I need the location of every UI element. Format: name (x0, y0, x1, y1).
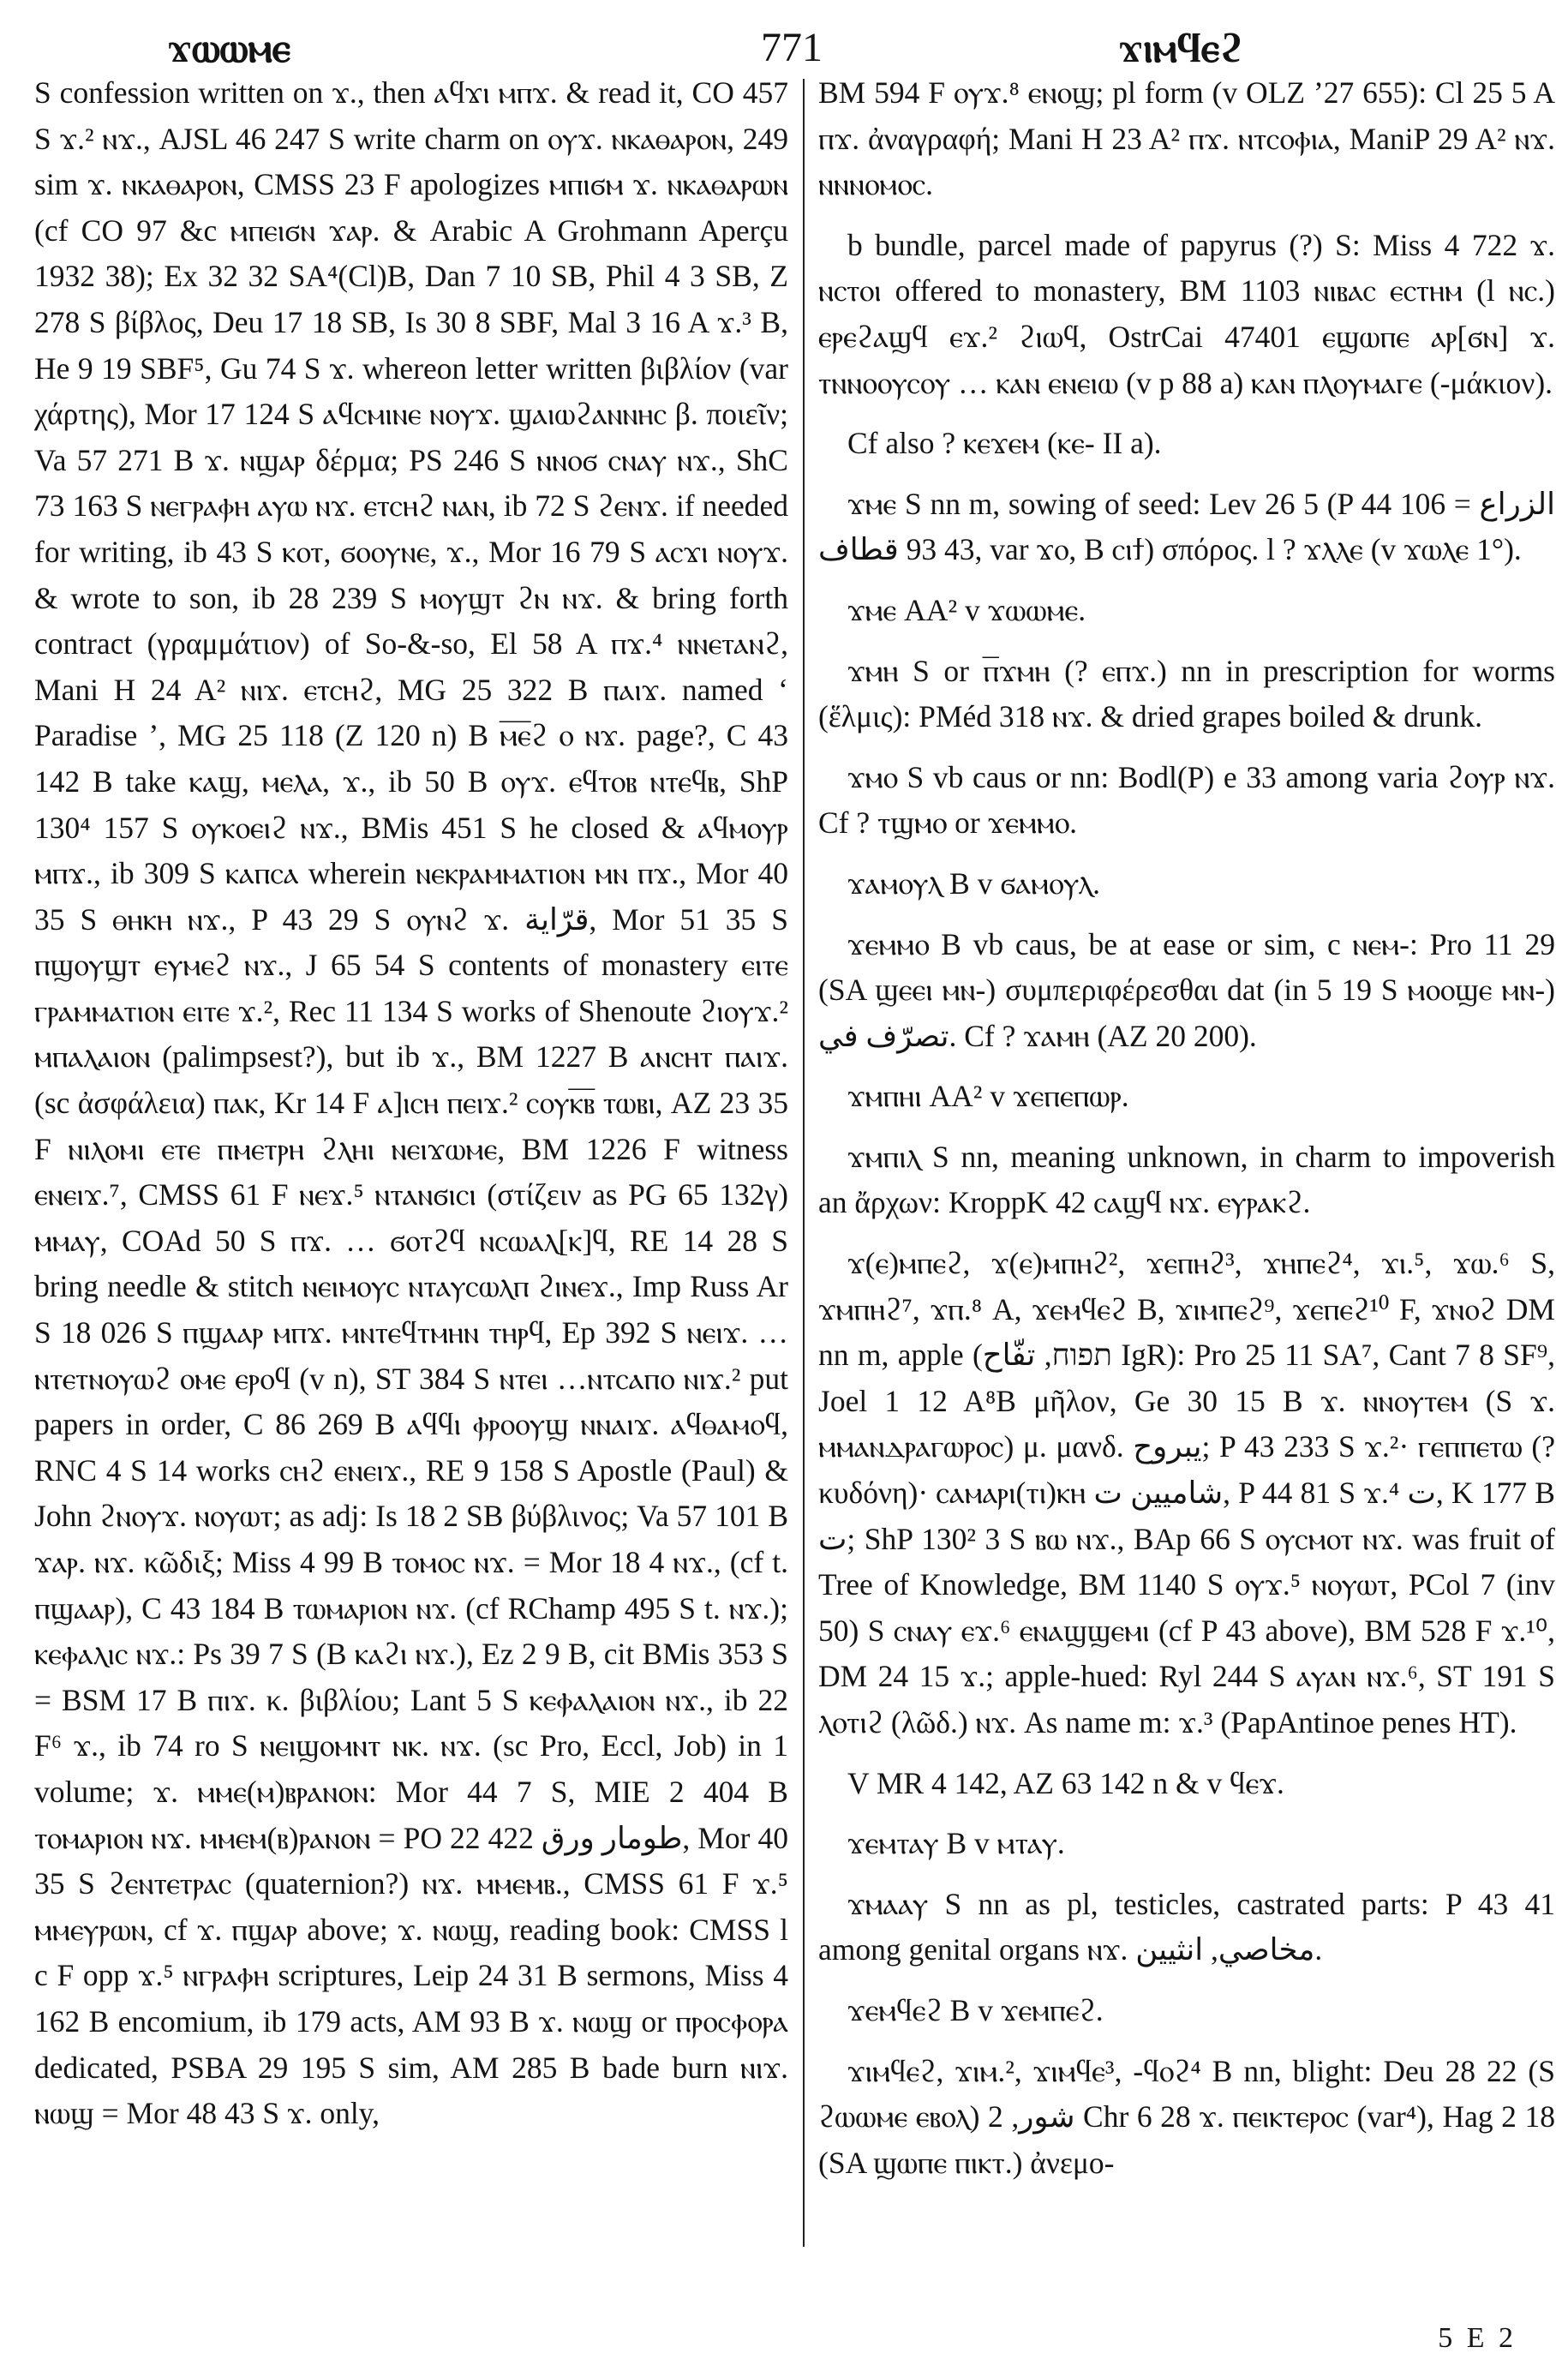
dictionary-entry: ϫⲙⲟ S vb caus or nn: Bodl(P) e 33 among varia ϩⲟⲩⲣ ⲛϫ. Cf ? ⲧϣⲙⲟ or ϫⲉⲙⲙⲟ. (818, 759, 1555, 841)
dictionary-entry: ϫ(ⲉ)ⲙⲡⲉϩ, ϫ(ⲉ)ⲙⲡⲏϩ², ϫⲉⲡⲏϩ³, ϫⲏⲡⲉϩ⁴, ϫⲓ.⁵, ϫⲱ.⁶ S, ϫⲙⲡⲏϩ⁷, ϫⲡ.⁸ A, ϫⲉⲙϥⲉϩ B, ϫⲓⲙⲡⲉϩ⁹, ϫⲉⲡⲉϩ¹⁰ F, ϫⲛⲟϩ DM nn m, apple (תפוח, تفّاح IgR): Pro 25 11 SA⁷, Cant 7 8 SF⁹, Joel 1 12 A⁸B μῆλον, Ge 30 15 B ϫ. ⲛⲛⲟⲩⲧⲉⲙ (S ϫ. ⲙⲙⲁⲛⲇⲣⲁⲅⲱⲣⲟⲥ) μ. μανδ. يبروح; P 43 233 S ϫ.²· ⲅⲉⲡⲡⲉⲧⲱ (? κυδόνη)· ⲥⲁⲙⲁⲣⲓ(ⲧⲓ)ⲕⲏ شاميين ت, P 44 81 S ϫ.⁴ ت, K 177 B ت; ShP 130² 3 S ⲃⲱ ⲛϫ., BAp 66 S ⲟⲩⲥⲙⲟⲧ ⲛϫ. was fruit of Tree of Knowledge, BM 1140 S ⲟⲩϫ.⁵ ⲛⲟⲩⲱⲧ, PCol 7 (inv 50) S ⲥⲛⲁⲩ ⲉϫ.⁶ ⲉⲛⲁϣϣⲉⲙⲓ (cf P 43 above), BM 528 F ϫ.¹⁰, DM 24 15 ϫ.; apple-hued: Ryl 244 S ⲁⲩⲁⲛ ⲛϫ.⁶, ST 191 S ⲗⲟⲧⲓϩ (λῶδ.) ⲛϫ. As name m: ϫ.³ (PapAntinoe penes HT). (818, 1246, 1555, 1739)
header-right-headword: ϫⲓⲙϥⲉϩ (1118, 24, 1244, 72)
dictionary-entry: ϫⲙⲡⲏⲓ AA² v ϫⲉⲡⲉⲡⲱⲣ. (847, 1079, 1129, 1114)
cf-also-note: Cf also ? ⲕⲉϫⲉⲙ (ⲕⲉ- II a). (847, 426, 1162, 461)
dictionary-entry: V MR 4 142, AZ 63 142 n & v ϥⲉϫ. (847, 1765, 1284, 1800)
dictionary-entry: ϫⲙⲡⲓⲗ S nn, meaning unknown, in charm to impoverish an ἄρχων: KroppK 42 ⲥⲁϣϥ ⲛϫ. ⲉⲩⲣⲁⲕϩ. (818, 1139, 1555, 1220)
dictionary-entry: ϫⲙⲉ S nn m, sowing of seed: Lev 26 5 (P 44 106 الزراع = 43 93 قطاف, var ϫⲟ, B ⲥⲓϯ) σπόρος. l ? ϫⲗⲗⲉ (v ϫⲱⲗⲉ 1°). (818, 486, 1555, 567)
dictionary-entry: ϫⲙⲁⲁⲩ S nn as pl, testicles, castrated parts: P 43 41 among genital organs ⲛϫ. مخاصي, انثيين. (818, 1886, 1555, 1967)
dictionary-entry: ϫⲙⲉ AA² v ϫⲱⲱⲙⲉ. (847, 592, 1086, 627)
continuation-text: BM 594 F ⲟⲩϫ.⁸ ⲉⲛⲟϣ; pl form (v OLZ ’27 655): Cl 25 5 A ⲡϫ. ἀναγραφή; Mani H 23 A² ⲡϫ. ⲛⲧⲥⲟⲫⲓⲁ, ManiP 29 A² ⲛϫ. ⲛⲛⲛⲟⲙⲟⲥ. (818, 75, 1555, 202)
sub-entry-b: b bundle, parcel made of papyrus (?) S: Miss 4 722 ϫ. ⲛⲥⲧⲟⲓ offered to monastery, BM 1103 ⲛⲓⲃⲁⲥ ⲉⲥⲧⲏⲙ (l ⲛⲥ.) ⲉⲣⲉϩⲁϣϥ ⲉϫ.² ϩⲓⲱϥ, OstrCai 47401 ⲉϣⲱⲡⲉ ⲁⲣ[ϭⲛ] ϫ. ⲧⲛⲛⲟⲟⲩⲥⲟⲩ … ⲕⲁⲛ ⲉⲛⲉⲓⲱ (v p 88 a) ⲕⲁⲛ ⲡⲗⲟⲩⲙⲁⲅⲉ (-μάκιον). (818, 227, 1555, 400)
right-column (818, 70, 1555, 2200)
dictionary-entry: ϫⲉⲙϥⲉϩ B v ϫⲉⲙⲡⲉϩ. (847, 1992, 1104, 2027)
dictionary-entry: ϫⲙⲏ S or ⲡ̅ϫⲙⲏ (? ⲉⲡϫ.) nn in prescription for worms (ἕλμις): PMéd 318 ⲛϫ. & dried grapes boiled & drunk. (818, 653, 1555, 734)
column-divider (803, 79, 805, 2247)
dictionary-entry: ϫⲁⲙⲟⲩⲗ B v ϭⲁⲙⲟⲩⲗ. (847, 865, 1100, 901)
dictionary-entry: ϫⲓⲙϥⲉϩ, ϫⲓⲙ.², ϫⲓⲙϥⲉ³, -ϥⲟϩ⁴ B nn, blight: Deu 28 22 (S ϩⲱⲱⲙⲉ ⲉⲃⲟⲗ) شور, 2 Chr 6 28 ϫ. ⲡⲉⲓⲕⲧⲉⲣⲟⲥ (var⁴), Hag 2 18 (SA ϣⲱⲡⲉ ⲡⲓⲕⲧ.) ἀνεμο- (818, 2053, 1555, 2180)
dictionary-entry: ϫⲉⲙⲧⲁⲩ B v ⲙⲧⲁⲩ. (847, 1826, 1065, 1861)
dictionary-entry: ϫⲉⲙⲙⲟ B vb caus, be at ease or sim, c ⲛⲉⲙ-: Pro 11 29 (SA ϣⲉⲉⲓ ⲙⲛ-) συμπεριφέρεσθαι dat (in 5 19 S ⲙⲟⲟϣⲉ ⲙⲛ-) تصرّف في. Cf ? ϫⲁⲙⲏ (AZ 20 200). (818, 926, 1555, 1053)
left-column (34, 70, 788, 2137)
page-number: 771 (761, 25, 823, 70)
header-left-headword: ϫⲱⲱⲙⲉ (167, 24, 291, 72)
signature-mark: 5 E 2 (1438, 2322, 1517, 2354)
left-column-text: S confession written on ϫ., then ⲁϥϫⲓ ⲙⲡϫ. & read it, CO 457 S ϫ.² ⲛϫ., AJSL 46 247 S write charm on ⲟⲩϫ. ⲛⲕⲁⲑⲁⲣⲟⲛ, 249 sim ϫ. ⲛⲕⲁⲑⲁⲣⲟⲛ, CMSS 23 F apologizes ⲙⲡⲓϭⲙ ϫ. ⲛⲕⲁⲑⲁⲣⲱⲛ (cf CO 97 &c ⲙⲡⲉⲓϭⲛ ϫⲁⲣ. & Arabic A Grohmann Aperçu 1932 38); Ex 32 32 SA⁴(Cl)B, Dan 7 10 SB, Phil 4 3 SB, Z 278 S βίβλος, Deu 17 18 SB, Is 30 8 SBF, Mal 3 16 A ϫ.³ B, He 9 19 SBF⁵, Gu 74 S ϫ. whereon letter written βιβλίον (var χάρτης), Mor 17 124 S ⲁϥⲥⲙⲓⲛⲉ ⲛⲟⲩϫ. ϣⲁⲓⲱϩⲁⲛⲛⲏⲥ β. ποιεῖν; Va 57 271 B ϫ. ⲛϣⲁⲣ δέρμα; PS 246 S ⲛⲛⲟϭ ⲥⲛⲁⲩ ⲛϫ., ShC 73 163 S ⲛⲉⲅⲣⲁⲫⲏ ⲁⲩⲱ ⲛϫ. ⲉⲧⲥⲏϩ ⲛⲁⲛ, ib 72 S ϩⲉⲛϫ. if needed for writing, ib 43 S ⲕⲟⲧ, ϭⲟⲟⲩⲛⲉ, ϫ., Mor 16 79 S ⲁⲥϫⲓ ⲛⲟⲩϫ. & wrote to son, ib 28 239 S ⲙⲟⲩϣⲧ ϩⲛ ⲛϫ. & bring forth contract (γραμμάτιον) of So-&-so, El 58 A ⲡϫ.⁴ ⲛⲛⲉⲧⲁⲛϩ, Mani H 24 A² ⲛⲓϫ. ⲉⲧⲥⲏϩ, MG 25 322 B ⲡⲁⲓϫ. named ‘ Paradise ’, MG 25 118 (Z 120 n) B ⲙ̅ⲉ̅ϩ ⲟ ⲛϫ. page?, C 43 142 B take ⲕⲁϣ, ⲙⲉⲗⲁ, ϫ., ib 50 B ⲟⲩϫ. ⲉϥⲧⲟⲃ ⲛⲧⲉϥⲃ, ShP 130⁴ 157 S ⲟⲩⲕⲟⲉⲓϩ ⲛϫ., BMis 451 S he closed & ⲁϥⲙⲟⲩⲣ ⲙⲡϫ., ib 309 S ⲕⲁⲡⲥⲁ wherein ⲛⲉⲕⲣⲁⲙⲙⲁⲧⲓⲟⲛ ⲙⲛ ⲡϫ., Mor 40 35 S ⲑⲏⲕⲏ ⲛϫ., P 43 29 S ⲟⲩⲛϩ ϫ. قرّاية, Mor 51 35 S ⲡϣⲟⲩϣⲧ ⲉⲩⲙⲉϩ ⲛϫ., J 65 54 S contents of monastery ⲉⲓⲧⲉ ⲅⲣⲁⲙⲙⲁⲧⲓⲟⲛ ⲉⲓⲧⲉ ϫ.², Rec 11 134 S works of Shenoute ϩⲓⲟⲩϫ.² ⲙⲡⲁⲗⲁⲓⲟⲛ (palimpsest?), but ib ϫ., BM 1227 B ⲁⲛⲥⲏⲧ ⲡⲁⲓϫ. (sc ἀσφάλεια) ⲡⲁⲕ, Kr 14 F ⲁ]ⲓⲥⲏ ⲡⲉⲓϫ.² ⲥⲟⲩⲕ̅ⲃ̅ ⲧⲱⲃⲓ, AZ 23 35 F ⲛⲓⲗⲟⲙⲓ ⲉⲧⲉ ⲡⲙⲉⲧⲣⲏ ϩⲗⲏⲓ ⲛⲉⲓϫⲱⲙⲉ, BM 1226 F witness ⲉⲛⲉⲓϫ.⁷, CMSS 61 F ⲛⲉϫ.⁵ ⲛⲧⲁⲛϭⲓⲥⲓ (στίζειν as PG 65 132γ) ⲙⲙⲁⲩ, COAd 50 S ⲡϫ. … ϭⲟⲧϩϥ ⲛⲥⲱⲁⲗ[ⲕ]ϥ, RE 14 28 S bring needle & stitch ⲛⲉⲓⲙⲟⲩⲥ ⲛⲧⲁⲩⲥⲱⲗⲡ ϩⲓⲛⲉϫ., Imp Russ Ar S 18 026 S ⲡϣⲁⲁⲣ ⲙⲡϫ. ⲙⲛⲧⲉϥⲧⲙⲏⲛ ⲧⲏⲣϥ, Ep 392 S ⲛⲉⲓϫ. … ⲛⲧⲉⲧⲛⲟⲩⲱϩ ⲟⲙⲉ ⲉⲣⲟϥ (v n), ST 384 S ⲛⲧⲉⲓ …ⲛⲧⲥⲁⲡⲟ ⲛⲓϫ.² put papers in order, C 86 269 B ⲁϥϥⲓ ⲫⲣⲟⲟⲩϣ ⲛⲛⲁⲓϫ. ⲁϥⲑⲁⲙⲟϥ, RNC 4 S 14 works ⲥⲏϩ ⲉⲛⲉⲓϫ., RE 9 158 S Apostle (Paul) & John ϩⲛⲟⲩϫ. ⲛⲟⲩⲱⲧ; as adj: Is 18 2 SB βύβλινος; Va 57 101 B ϫⲁⲣ. ⲛϫ. κῶδιξ; Miss 4 99 B ⲧⲟⲙⲟⲥ ⲛϫ. = Mor 18 4 ⲛϫ., (cf t. ⲡϣⲁⲁⲣ), C 43 184 B ⲧⲱⲙⲁⲣⲓⲟⲛ ⲛϫ. (cf RChamp 495 S t. ⲛϫ.); ⲕⲉⲫⲁⲗⲓⲥ ⲛϫ.: Ps 39 7 S (B ⲕⲁϩⲓ ⲛϫ.), Ez 2 9 B, cit BMis 353 S = BSM 17 B ⲡⲓϫ. κ. βιβλίου; Lant 5 S ⲕⲉⲫⲁⲗⲁⲓⲟⲛ ⲛϫ., ib 22 F⁶ ϫ., ib 74 ro S ⲛⲉⲓϣⲟⲙⲛⲧ ⲛⲕ. ⲛϫ. (sc Pro, Eccl, Job) in 1 volume; ϫ. ⲙⲙⲉ(ⲙ)ⲃⲣⲁⲛⲟⲛ: Mor 44 7 S, MIE 2 404 B ⲧⲟⲙⲁⲣⲓⲟⲛ ⲛϫ. ⲙⲙⲉⲙ(ⲃ)ⲣⲁⲛⲟⲛ = PO 22 422 طومار ورق, Mor 40 35 S ϩⲉⲛⲧⲉⲧⲣⲁⲥ (quaternion?) ⲛϫ. ⲙⲙⲉⲙⲃ., CMSS 61 F ϫ.⁵ ⲙⲙⲉⲩⲣⲱⲛ, cf ϫ. ⲡϣⲁⲣ above; ϫ. ⲛⲱϣ, reading book: CMSS l c F opp ϫ.⁵ ⲛⲅⲣⲁⲫⲏ scriptures, Leip 24 31 B sermons, Miss 4 162 B encomium, ib 179 acts, AM 93 B ϫ. ⲛⲱϣ or ⲡⲣⲟⲥⲫⲟⲣⲁ dedicated, PSBA 29 195 S sim, AM 285 B bade burn ⲛⲓϫ. ⲛⲱϣ = Mor 48 43 S ϫ. only, (34, 75, 789, 2131)
